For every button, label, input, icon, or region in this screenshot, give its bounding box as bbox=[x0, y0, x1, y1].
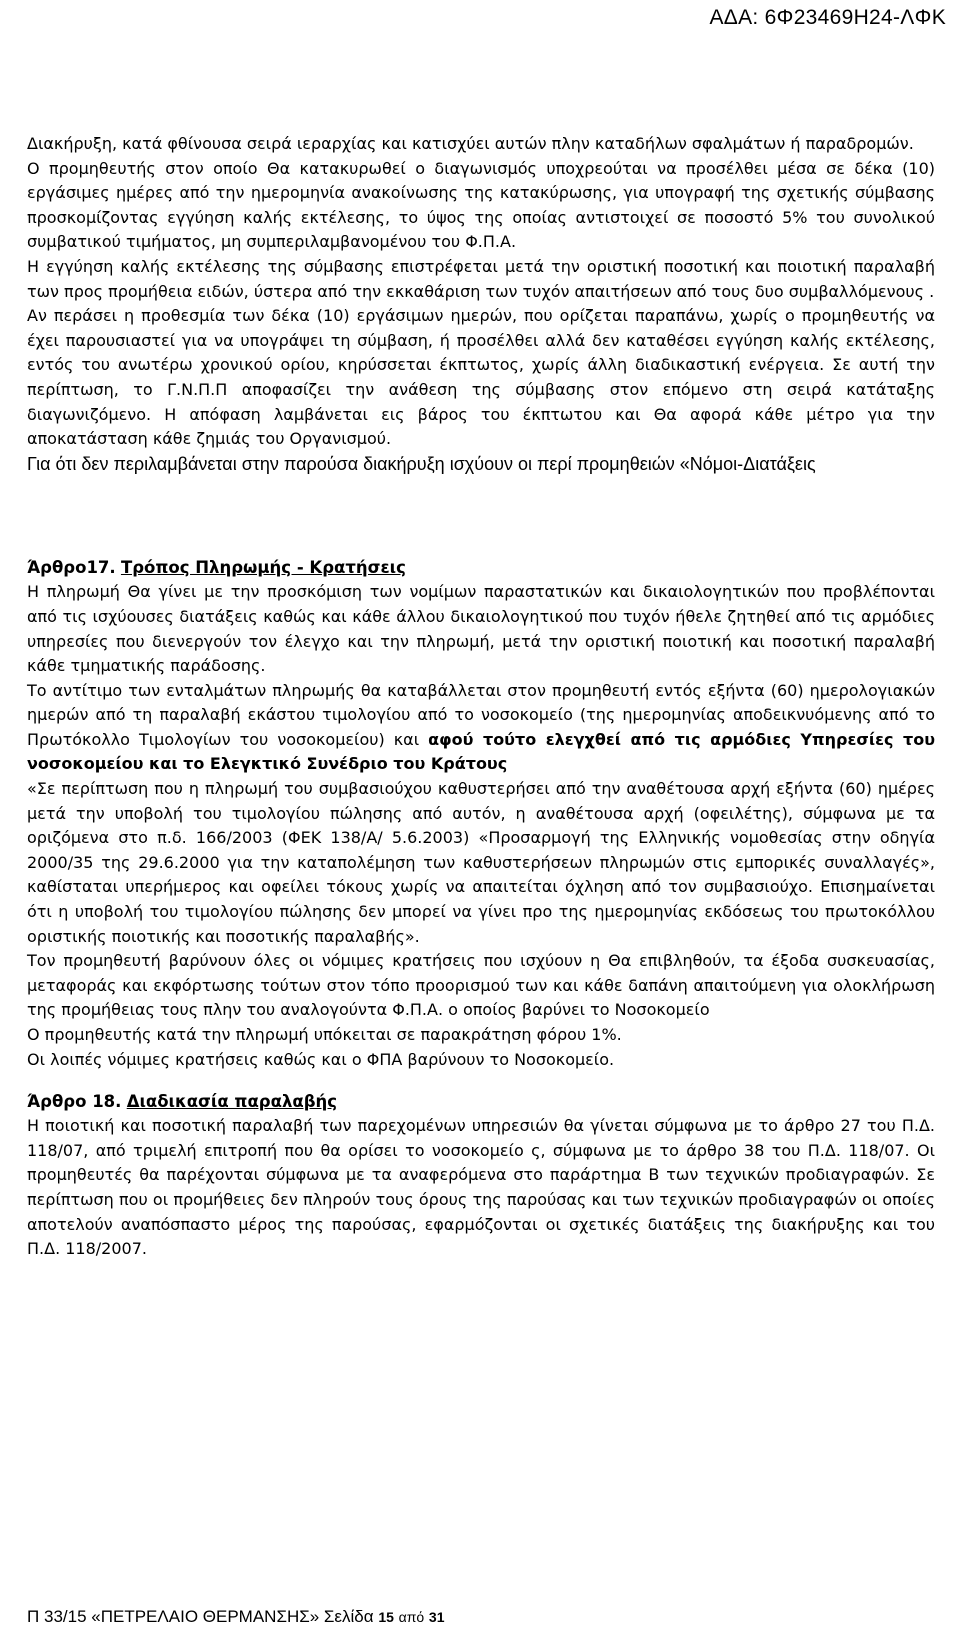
article-17-title: Τρόπος Πληρωμής - Κρατήσεις bbox=[120, 558, 406, 578]
paragraph-deadline-default: Αν περάσει η προθεσμία των δέκα (10) εργάσιμων ημερών, που ορίζεται παραπάνω, χωρίς ο προμηθευτής να έχει παρουσιαστεί για να υπογράψει τη σύμβαση, ή προσέλθει αλλά δεν καταθέσει εγγύηση καλής εκτέλεσης, εντός του ανωτέρω χρονικού ορίου, κηρύσσεται έκπτωτος, χωρίς άλλη διαδικαστική ενέργεια. Σε αυτή την περίπτωση, το Γ.Ν.Π.Π αποφασίζει την ανάθεση της σύμβασης στον επόμενο στη σειρά κατάταξης διαγωνιζόμενο. Η απόφαση λαμβάνεται εις βάρος του έκπτωτου και Θα αφορά κάθε μέτρο για την αποκατάσταση κάθε ζημιάς του Οργανισμού. bbox=[27, 306, 935, 449]
article-17-paragraph-3: «Σε περίπτωση που η πληρωμή του συμβασιούχου καθυστερήσει από την αναθέτουσα αρχή εξήντα (60) ημέρες μετά την υποβολή του τιμολογίου πώλησης από αυτόν, η αναθέτουσα αρχή (οφειλέτης), σύμφωνα με τα οριζόμενα στο π.δ. 166/2003 (ΦΕΚ 138/Α/ 5.6.2003) «Προσαρμογή της Ελληνικής νομοθεσίας στην οδηγία 2000/35 της 29.6.2000 για την καταπολέμηση των καθυστερήσεων πληρωμών στις εμπορικές συναλλαγές», καθίσταται υπερήμερος και οφείλει τόκους χωρίς να απαιτείται όχληση από τον συμβασιούχο. Επισημαίνεται ότι η υποβολή του τιμολογίου πώλησης δεν μπορεί να γίνει προ της ημερομηνίας εκδόσεως του πρωτοκόλλου οριστικής ποιοτικής και ποσοτικής παραλαβής». bbox=[27, 779, 935, 946]
article-17-heading bbox=[27, 555, 935, 580]
article-17-paragraph-2-bold: αφού τούτο ελεγχθεί από τις αρμόδιες Υπηρεσίες του νοσοκομείου και το Ελεγκτικό Συνέδριο του Κράτους bbox=[27, 729, 935, 774]
article-17-paragraph-6: Οι λοιπές νόμιμες κρατήσεις καθώς και ο ΦΠΑ βαρύνουν το Νοσοκομείο. bbox=[27, 1049, 615, 1069]
footer-total-pages: 31 bbox=[428, 1609, 445, 1625]
article-17-paragraph-4: Τον προμηθευτή βαρύνουν όλες οι νόμιμες κρατήσεις που ισχύουν η Θα επιβληθούν, τα έξοδα συσκευασίας, μεταφοράς και εκφόρτωσης τούτων στον τόπο προορισμού των και κάθε δαπάνη απαιτούμενη για ολοκλήρωση της προμήθειας τους πλην του αναλογούντα Φ.Π.Α. ο οποίος βαρύνει το Νοσοκομείο bbox=[27, 951, 935, 1020]
article-17-paragraph-2-text: Το αντίτιμο των ενταλμάτων πληρωμής θα καταβάλλεται στον προμηθευτή εντός εξήντα (60) ημερολογιακών ημερών από τη παραλαβή εκάστου τιμολογίου από το νοσοκομείο (της ημερομηνίας αποδεικνυόμενης από το Πρωτόκολλο Τιμολογίων του νοσοκομείου) και bbox=[27, 680, 935, 749]
paragraph-declaration-hierarchy: Διακήρυξη, κατά φθίνουσα σειρά ιεραρχίας και κατισχύει αυτών πλην καταδήλων σφαλμάτων ή παραδρομών. bbox=[27, 134, 914, 153]
footer-of: από bbox=[398, 1609, 425, 1625]
article-18-number: Άρθρο 18. bbox=[27, 1092, 122, 1112]
document-body bbox=[27, 132, 935, 1262]
paragraph-contract-signing: Ο προμηθευτής στον οποίο Θα κατακυρωθεί ο διαγωνισμός υποχρεούται να προσέλθει μέσα σε δέκα (10) εργάσιμες ημέρες από την ημερομηνία ανακοίνωσης της κατακύρωσης, για υπογραφή της σχετικής σύμβασης προσκομίζοντας εγγύηση καλής εκτέλεσης, το ύψος της οποίας αντιστοιχεί σε ποσοστό 5% του συνολικού συμβατικού τιμήματος, μη συμπεριλαμβανομένου του Φ.Π.Α. bbox=[27, 158, 935, 252]
article-18-paragraph-1: Η ποιοτική και ποσοτική παραλαβή των παρεχομένων υπηρεσιών θα γίνεται σύμφωνα με το άρθρο 27 του Π.Δ. 118/07, από τριμελή επιτροπή που θα ορίσει το νοσοκομείο ς, σύμφωνα με το άρθρο 38 του Π.Δ. 118/07. Οι προμηθευτές θα παρέχονται σύμφωνα με τα αναφερόμενα στο παράρτημα Β των τεχνικών προδιαγραφών. Σε περίπτωση που οι προμήθειες δεν πληρούν τους όρους της παρούσας και των τεχνικών προδιαγραφών οι οποίες αποτελούν αναπόσπαστο μέρος της παρούσας, εφαρμόζονται οι σχετικές διατάξεις της διακήρυξης και του Π.Δ. 118/2007. bbox=[27, 1116, 935, 1259]
ada-code: ΑΔΑ: 6Φ23469Η24-ΛΦΚ bbox=[709, 6, 946, 29]
page-footer bbox=[27, 1607, 444, 1627]
article-17-paragraph-2 bbox=[27, 679, 935, 777]
article-17-paragraph-1: Η πληρωμή Θα γίνει με την προσκόμιση των νομίμων παραστατικών και δικαιολογητικών που προβλέπονται από τις ισχύουσες διατάξεις καθώς και κάθε άλλου δικαιολογητικού που τυχόν ήθελε ζητηθεί από τις αρμόδιες υπηρεσίες που διενεργούν τον έλεγχο και την πληρωμή, μετά την οριστική ποιοτική και ποσοτική παραλαβή κάθε τμηματικής παράδοσης. bbox=[27, 582, 935, 676]
paragraph-guarantee-return: Η εγγύηση καλής εκτέλεσης της σύμβασης επιστρέφεται μετά την οριστική ποσοτική και ποιοτική παραλαβή των προς προμήθεια ειδών, ύστερα από την εκκαθάριση των τυχόν απαιτήσεων από τους δυο συμβαλλόμενους . bbox=[27, 256, 935, 301]
article-18-title: Διαδικασία παραλαβής bbox=[126, 1092, 338, 1112]
footer-text: Π 33/15 «ΠΕΤΡΕΛΑΙΟ ΘΕΡΜΑΝΣΗΣ» Σελίδα bbox=[27, 1607, 374, 1626]
article-18-heading bbox=[27, 1089, 935, 1114]
paragraph-applicable-laws: Για ότι δεν περιλαμβάνεται στην παρούσα διακήρυξη ισχύουν οι περί προμηθειών «Νόμοι-Διατάξεις bbox=[27, 453, 816, 474]
article-17-number: Άρθρο17. bbox=[27, 558, 116, 578]
article-17-paragraph-5: Ο προμηθευτής κατά την πληρωμή υπόκειται σε παρακράτηση φόρου 1%. bbox=[27, 1025, 622, 1044]
footer-page-number: 15 bbox=[378, 1609, 394, 1625]
